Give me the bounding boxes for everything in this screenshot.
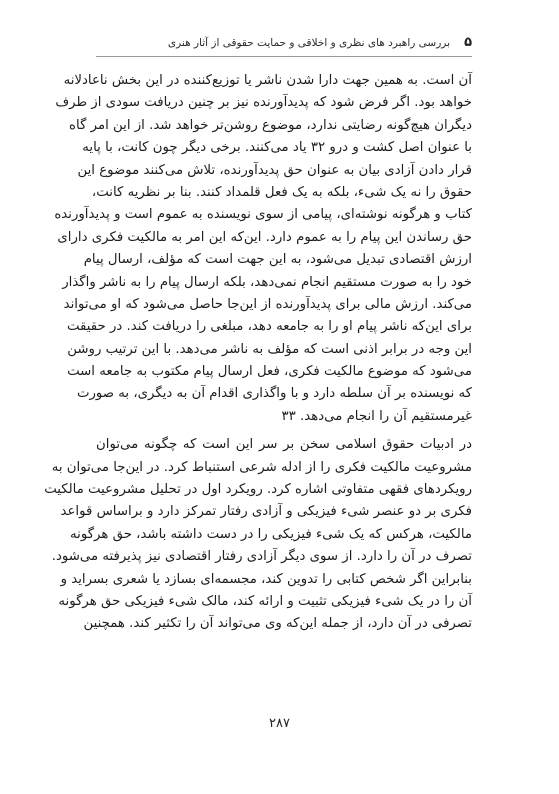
text-line: برای این‌که ناشر پیام او را به جامعه دهد، مبلغی را دریافت کند. در حقیقت bbox=[66, 319, 472, 335]
paragraph-1 bbox=[54, 70, 472, 428]
running-title: بررسی راهبرد های نظری و اخلاقی و حمایت حقوقی از آثار هنری bbox=[167, 37, 450, 49]
text-line: آن است. به همین جهت دارا شدن ناشر یا توزیع‌کننده در این بخش ناعادلانه bbox=[63, 73, 472, 88]
text-line: دیگران هیچ‌گونه رضایتی ندارد، موضوع روشن‌تر خواهد شد. از این امر گاه bbox=[69, 117, 472, 133]
text-line: ارزش اقتصادی تبدیل می‌شود، به این جهت است که مؤلف، ارسال پیام bbox=[83, 252, 472, 268]
text-line: تصرف در آن را دارد. از سوی دیگر آزادی رفتار اقتصادی نیز پذیرفته می‌شود. bbox=[51, 549, 472, 565]
page-number: ۲۸۷ bbox=[269, 716, 290, 731]
text-line: این وجه در برابر اذنی است که مؤلف به ناشر می‌دهد. با این ترتیب روشن bbox=[67, 341, 472, 357]
text-line: که نویسنده بر آن سلطه دارد و با واگذاری اقدام آن به دیگری، به صورت bbox=[76, 386, 472, 402]
text-line: در ادبیات حقوق اسلامی سخن بر سر این است که چگونه می‌توان bbox=[96, 437, 472, 453]
chapter-folio: ۵ bbox=[464, 35, 472, 50]
text-line: کتاب و هرگونه نوشته‌ای، پیامی از سوی نویسنده به عموم است و پدیدآورنده bbox=[54, 207, 472, 223]
text-line: می‌شود که موضوع مالکیت فکری، فعل ارسال پیام مکتوب به جامعه است bbox=[67, 364, 472, 380]
text-line: مالکیت، هرکس که یک شیء فیزیکی را در دست داشته باشد، حق هرگونه bbox=[70, 526, 472, 542]
text-line: بنابراین اگر شخص کتابی را تدوین کند، مجسمه‌ای بسازد یا شعری بسراید و bbox=[60, 571, 472, 587]
running-header bbox=[96, 36, 472, 52]
text-line: غیرمستقیم آن را انجام می‌دهد. ۳۳ bbox=[281, 408, 472, 424]
text-line: آن را در یک شیء فیزیکی تثبیت و ارائه کند، مالک شیء فیزیکی حق هرگونه bbox=[58, 593, 472, 609]
header-rule bbox=[96, 56, 472, 57]
text-line: حقوق را نه یک شیء، بلکه به یک فعل قلمداد کنند. بنا بر نظریه کانت، bbox=[91, 184, 472, 200]
text-line: فکری بر دو عنصر شیء فیزیکی و آزادی رفتار تمرکز دارد و براساس قواعد bbox=[60, 504, 472, 520]
text-line: حق رساندن این پیام را به عموم دارد. این‌که این امر به مالکیت فکری دارای bbox=[57, 229, 472, 245]
text-line: خواهد بود. اگر فرض شود که پدیدآورنده نیز بر چنین دریافت سودی از طرف bbox=[55, 95, 472, 111]
text-line: مشروعیت مالکیت فکری را از ادله شرعی استنباط کرد. در این‌جا می‌توان به bbox=[51, 459, 472, 475]
text-line: با عنوان اصل کشت و درو ۳۲ یاد می‌کنند. برخی دیگر چون کانت، با پایه bbox=[82, 140, 472, 156]
text-line: می‌کند. ارزش مالی برای پدیدآورنده از این‌جا حاصل می‌شود که او می‌تواند bbox=[63, 296, 472, 312]
text-line: رویکردهای فقهی متفاوتی اشاره کرد. رویکرد اول در تحلیل مشروعیت مالکیت bbox=[44, 482, 472, 498]
body-text bbox=[44, 70, 472, 636]
text-line: قرار دادن آزادی بیان به عنوان حق پدیدآورنده، تلاش می‌کنند موضوع این bbox=[77, 162, 472, 178]
paragraph-2 bbox=[44, 434, 472, 636]
text-line: خود را به صورت مستقیم انجام نمی‌دهد، بلکه ارسال پیام را به ناشر واگذار bbox=[62, 274, 472, 290]
text-line: تصرفی در آن دارد، از جمله این‌که وی می‌تواند آن را تکثیر کند. همچنین bbox=[83, 616, 472, 632]
